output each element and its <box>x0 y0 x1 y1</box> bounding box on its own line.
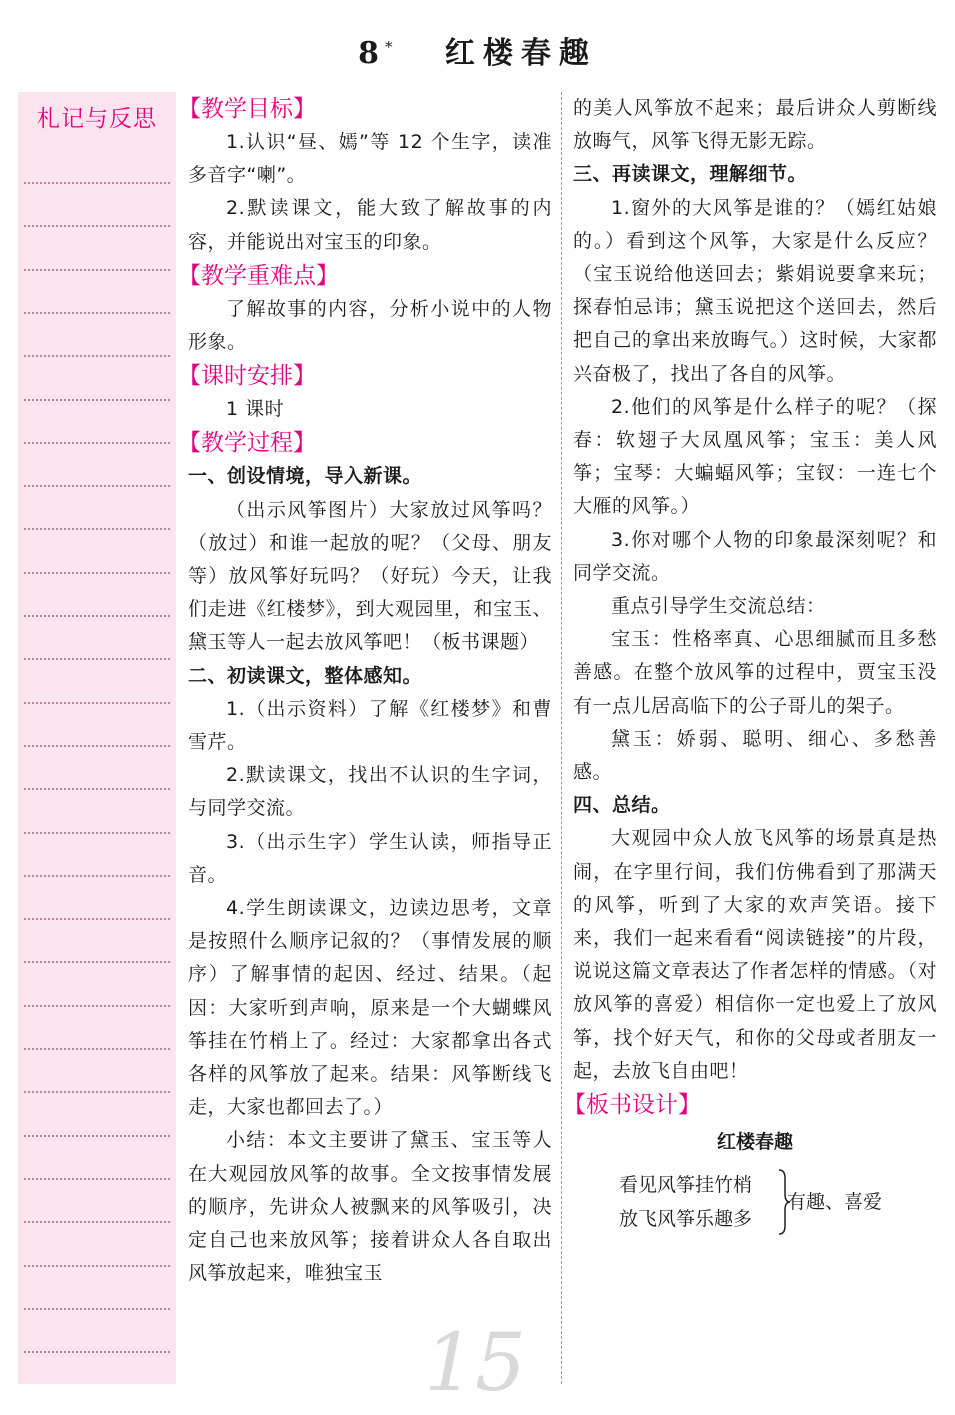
page-number: 15 <box>424 1316 526 1409</box>
note-line <box>24 658 170 660</box>
step-3-paragraph-4: 重点引导学生交流总结： <box>611 595 826 618</box>
section-head-process: 【教学过程】 <box>178 430 316 457</box>
lesson-number: 8 * <box>358 36 395 71</box>
note-line <box>24 788 170 790</box>
note-line <box>24 1221 170 1223</box>
note-line <box>24 269 170 271</box>
board-title: 红楼春趣 <box>716 1131 793 1154</box>
continued-paragraph: 的美人风筝放不起来；最后讲众人剪断线放晦气，风筝飞得无影无踪。 <box>573 97 937 153</box>
board-design <box>573 1162 937 1242</box>
right-column <box>563 92 937 1242</box>
step-2-paragraph-1: 1.（出示资料）了解《红楼梦》和曹雪芹。 <box>188 697 552 754</box>
board-result: 有趣、喜爱 <box>787 1191 883 1214</box>
note-line <box>24 1351 170 1353</box>
note-line <box>24 355 170 357</box>
section-head-key-points: 【教学重难点】 <box>178 262 339 289</box>
step-3-paragraph-5: 宝玉：性格率真、心思细腻而且多愁善感。在整个放风筝的过程中，贾宝玉没有一点儿居高临下的公子哥儿的架子。 <box>573 628 937 717</box>
note-line <box>24 1265 170 1267</box>
note-line <box>24 528 170 530</box>
step-3-paragraph-2: 2.他们的风筝是什么样子的呢？（探春：软翅子大凤凰风筝；宝玉：美人风筝；宝琴：大蝙蝠风筝；宝钗：一连七个大雁的风筝。） <box>573 395 937 518</box>
note-line <box>24 918 170 920</box>
notes-sidebar-title: 札记与反思 <box>37 106 157 132</box>
section-head-schedule: 【课时安排】 <box>178 363 316 390</box>
note-line <box>24 572 170 574</box>
step-3-paragraph-3: 3.你对哪个人物的印象最深刻呢？和同学交流。 <box>573 528 937 584</box>
note-line <box>24 1005 170 1007</box>
key-points-paragraph: 了解故事的内容，分析小说中的人物形象。 <box>188 297 552 354</box>
note-line <box>24 961 170 963</box>
board-line-2: 放飞风筝乐趣多 <box>619 1208 753 1231</box>
step-3-paragraph-6: 黛玉：娇弱、聪明、细心、多愁善感。 <box>573 727 937 784</box>
note-line <box>24 832 170 834</box>
step-2-paragraph-4: 4.学生朗读课文，边读边思考，文章是按照什么顺序记叙的？（事情发展的顺序）了解事情的起因、经过、结果。（起因：大家听到声响，原来是一个大蝴蝶风筝挂在竹梢上了。经过：大家都拿出各式各样的风筝放了起来。结果：风筝断线飞走，大家也都回去了。） <box>188 897 552 1119</box>
step-2-title: 二、初读课文，整体感知。 <box>188 664 423 687</box>
board-line-1: 看见风筝挂竹梢 <box>619 1174 753 1197</box>
step-2-summary: 小结：本文主要讲了黛玉、宝玉等人在大观园放风筝的故事。全文按事情发展的顺序，先讲众人被飘来的风筝吸引，决定自己也来放风筝；接着讲众人各自取出风筝放起来，唯独宝玉 <box>188 1129 552 1285</box>
note-line <box>24 1178 170 1180</box>
step-1-paragraph: （出示风筝图片）大家放过风筝吗？（放过）和谁一起放的呢？（父母、朋友等）放风筝好玩吗？（好玩）今天，让我们走进《红楼梦》，到大观园里，和宝玉、黛玉等人一起去放风筝吧！（板书课题） <box>188 498 552 654</box>
note-line <box>24 702 170 704</box>
note-line <box>24 1091 170 1093</box>
note-line <box>24 1135 170 1137</box>
note-line <box>24 745 170 747</box>
lesson-title <box>0 28 955 72</box>
step-1-title: 一、创设情境，导入新课。 <box>188 465 423 488</box>
note-line <box>24 1308 170 1310</box>
step-2-paragraph-3: 3.（出示生字）学生认读，师指导正音。 <box>188 830 552 886</box>
goals-paragraph-1: 1.认识“昼、嫣”等 12 个生字，读准多音字“喇”。 <box>188 131 552 187</box>
schedule-paragraph: 1 课时 <box>226 398 285 421</box>
left-column <box>178 92 552 1291</box>
step-4-title: 四、总结。 <box>573 794 671 817</box>
lesson-name: 红楼春趣 <box>444 36 597 71</box>
column-divider <box>561 92 562 1384</box>
note-line <box>24 442 170 444</box>
section-head-board: 【板书设计】 <box>563 1092 701 1119</box>
note-line <box>24 225 170 227</box>
note-line <box>24 485 170 487</box>
goals-paragraph-2: 2.默读课文，能大致了解故事的内容，并能说出对宝玉的印象。 <box>188 197 552 253</box>
note-line <box>24 182 170 184</box>
note-line <box>24 875 170 877</box>
note-line <box>24 399 170 401</box>
step-3-paragraph-1: 1.窗外的大风筝是谁的？（嫣红姑娘的。）看到这个风筝，大家是什么反应？（宝玉说给他送回去；紫娟说要拿来玩；探春怕忌讳；黛玉说把这个送回去，然后把自己的拿出来放晦气。）这时候，大家都兴奋极了，找出了各自的风筝。 <box>573 196 937 385</box>
step-4-paragraph: 大观园中众人放飞风筝的场景真是热闹，在字里行间，我们仿佛看到了那满天的风筝，听到了大家的欢声笑语。接下来，我们一起来看看“阅读链接”的片段，说说这篇文章表达了作者怎样的情感。（对放风筝的喜爱）相信你一定也爱上了放风筝，找个好天气，和你的父母或者朋友一起，去放飞自由吧！ <box>573 827 937 1082</box>
note-line <box>24 1048 170 1050</box>
step-2-paragraph-2: 2.默读课文，找出不认识的生字词，与同学交流。 <box>188 764 552 820</box>
notes-sidebar <box>18 92 176 1384</box>
note-line <box>24 312 170 314</box>
note-line <box>24 615 170 617</box>
section-head-goals: 【教学目标】 <box>178 96 316 122</box>
step-3-title: 三、再读课文，理解细节。 <box>573 163 808 186</box>
